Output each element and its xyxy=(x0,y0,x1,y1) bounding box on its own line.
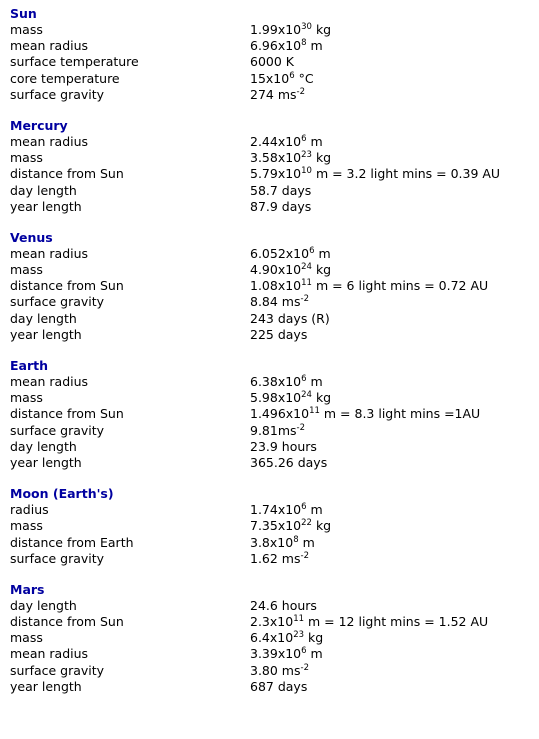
value-exponent: 6 xyxy=(301,502,307,513)
property-label: surface temperature xyxy=(10,54,139,70)
property-row xyxy=(0,87,539,103)
property-row xyxy=(0,183,539,199)
value-text: kg xyxy=(311,518,332,534)
value-text: 15x10 xyxy=(250,70,290,86)
value-exponent: 6 xyxy=(301,646,307,657)
property-value xyxy=(250,502,323,518)
value-text: m = 6 light mins = 0.72 AU xyxy=(311,278,489,294)
value-text: kg xyxy=(311,262,332,278)
property-value xyxy=(250,199,311,215)
property-row xyxy=(0,38,539,54)
value-exponent: 23 xyxy=(301,150,312,161)
property-value xyxy=(250,518,331,534)
value-text: 6.4x10 xyxy=(250,630,294,646)
property-label: surface gravity xyxy=(10,550,105,566)
value-exponent: -2 xyxy=(300,294,309,305)
value-text: 274 ms xyxy=(250,86,297,102)
value-exponent: -2 xyxy=(300,662,309,673)
property-value xyxy=(250,327,307,343)
property-value xyxy=(250,294,309,310)
value-text: kg xyxy=(304,630,324,646)
body-section xyxy=(0,357,539,471)
body-section xyxy=(0,485,539,567)
value-exponent: 8 xyxy=(301,38,307,49)
value-text: 3.39x10 xyxy=(250,646,302,662)
value-exponent: 24 xyxy=(301,262,312,273)
value-exponent: 6 xyxy=(301,133,307,144)
property-label: day length xyxy=(10,597,77,613)
value-text: 365.26 days xyxy=(250,454,328,470)
property-row xyxy=(0,246,539,262)
property-value xyxy=(250,679,307,695)
property-label: mass xyxy=(10,630,43,646)
value-text: 6.96x10 xyxy=(250,38,302,54)
body-section xyxy=(0,117,539,215)
property-label: year length xyxy=(10,326,82,342)
value-text: 1.62 ms xyxy=(250,550,301,566)
property-label: mass xyxy=(10,22,43,37)
value-text: m xyxy=(306,133,323,149)
property-value xyxy=(250,535,315,551)
value-exponent: -2 xyxy=(296,422,306,433)
body-section xyxy=(0,581,539,695)
value-text: 23.9 hours xyxy=(250,438,317,454)
property-value xyxy=(250,390,331,406)
property-label: surface gravity xyxy=(10,422,105,438)
value-exponent: 10 xyxy=(301,166,312,177)
value-text: 243 days (R) xyxy=(250,310,330,326)
property-label: distance from Sun xyxy=(10,278,124,294)
property-row xyxy=(0,166,539,182)
property-value xyxy=(250,54,294,70)
value-exponent: 6 xyxy=(309,245,315,256)
body-section xyxy=(0,229,539,343)
property-value xyxy=(250,71,314,87)
property-label: surface gravity xyxy=(10,662,105,678)
property-row xyxy=(0,663,539,679)
property-row xyxy=(0,278,539,294)
property-row xyxy=(0,374,539,390)
value-text: kg xyxy=(311,150,332,166)
value-exponent: 6 xyxy=(289,70,295,81)
property-value xyxy=(250,311,330,327)
section-title: Mercury xyxy=(10,117,68,133)
property-row xyxy=(0,646,539,662)
property-value xyxy=(250,663,309,679)
property-label: distance from Earth xyxy=(10,534,134,550)
value-text: 4.90x10 xyxy=(250,262,302,278)
property-value xyxy=(250,150,331,166)
value-text: m xyxy=(314,245,331,261)
value-exponent: 24 xyxy=(301,390,312,401)
section-title: Moon (Earth's) xyxy=(10,486,114,502)
section-title: Sun xyxy=(10,6,37,21)
section-title: Earth xyxy=(10,358,49,373)
property-label: year length xyxy=(10,678,82,694)
property-label: core temperature xyxy=(10,70,120,86)
property-label: mass xyxy=(10,518,43,534)
value-text: 2.3x10 xyxy=(250,614,294,630)
value-text: 3.58x10 xyxy=(250,150,302,166)
value-text: 687 days xyxy=(250,678,308,694)
property-label: mass xyxy=(10,150,43,166)
property-row xyxy=(0,423,539,439)
value-text: kg xyxy=(311,22,332,37)
value-text: 6000 K xyxy=(250,54,294,70)
value-text: 6.052x10 xyxy=(250,245,310,261)
property-row xyxy=(0,679,539,695)
value-exponent: -2 xyxy=(296,86,306,97)
value-exponent: 6 xyxy=(301,374,307,384)
value-exponent: 8 xyxy=(293,534,299,545)
property-row xyxy=(0,390,539,406)
property-row xyxy=(0,439,539,455)
value-text: m = 8.3 light mins =1AU xyxy=(319,406,481,422)
body-section xyxy=(0,5,539,103)
property-row xyxy=(0,406,539,422)
value-text: 6.38x10 xyxy=(250,374,302,389)
value-exponent: -2 xyxy=(300,550,309,561)
property-row xyxy=(0,150,539,166)
value-text: m xyxy=(306,374,323,389)
property-row xyxy=(0,614,539,630)
property-label: mean radius xyxy=(10,133,89,149)
property-label: distance from Sun xyxy=(10,406,124,422)
value-text: 5.79x10 xyxy=(250,166,302,182)
property-value xyxy=(250,278,488,294)
property-label: surface gravity xyxy=(10,294,105,310)
value-exponent: 11 xyxy=(293,614,305,625)
property-value xyxy=(250,374,323,390)
property-row xyxy=(0,518,539,534)
property-value xyxy=(250,87,305,103)
property-value xyxy=(250,246,331,262)
property-row xyxy=(0,262,539,278)
property-label: mass xyxy=(10,262,43,278)
property-value xyxy=(250,38,323,54)
property-row xyxy=(0,294,539,310)
section-title: Venus xyxy=(10,229,53,245)
property-row xyxy=(0,502,539,518)
value-text: 24.6 hours xyxy=(250,597,317,613)
property-label: radius xyxy=(10,502,49,518)
property-label: day length xyxy=(10,182,77,198)
value-exponent: 23 xyxy=(293,630,305,641)
value-text: m xyxy=(306,502,323,518)
value-text: 3.8x10 xyxy=(250,534,294,550)
property-label: mean radius xyxy=(10,374,89,389)
property-row xyxy=(0,134,539,150)
property-row xyxy=(0,535,539,551)
value-text: m xyxy=(298,534,315,550)
value-text: m = 3.2 light mins = 0.39 AU xyxy=(311,166,501,182)
property-value xyxy=(250,614,488,630)
property-row xyxy=(0,455,539,471)
value-text: °C xyxy=(294,70,314,86)
property-row xyxy=(0,22,539,38)
value-text: m xyxy=(306,38,323,54)
property-label: mean radius xyxy=(10,38,89,54)
value-text: 1.08x10 xyxy=(250,278,302,294)
property-value xyxy=(250,646,323,662)
value-text: 225 days xyxy=(250,326,308,342)
property-label: surface gravity xyxy=(10,86,105,102)
value-text: 5.98x10 xyxy=(250,390,302,406)
value-text: 9.81ms xyxy=(250,422,297,438)
property-label: mass xyxy=(10,390,43,406)
value-text: 1.74x10 xyxy=(250,502,302,518)
property-value xyxy=(250,134,323,150)
property-value xyxy=(250,598,317,614)
property-value xyxy=(250,423,305,439)
value-text: 87.9 days xyxy=(250,198,312,214)
value-text: 8.84 ms xyxy=(250,294,301,310)
property-row xyxy=(0,311,539,327)
property-value xyxy=(250,22,331,38)
property-label: day length xyxy=(10,310,77,326)
property-value xyxy=(250,166,500,182)
value-text: 2.44x10 xyxy=(250,133,302,149)
property-row xyxy=(0,71,539,87)
value-exponent: 11 xyxy=(301,278,312,289)
property-value xyxy=(250,630,323,646)
property-row xyxy=(0,199,539,215)
value-text: 58.7 days xyxy=(250,182,312,198)
property-value xyxy=(250,551,309,567)
property-label: distance from Sun xyxy=(10,614,124,630)
property-value xyxy=(250,262,331,278)
section-title: Mars xyxy=(10,581,45,597)
value-text: 3.80 ms xyxy=(250,662,301,678)
property-value xyxy=(250,406,480,422)
value-exponent: 11 xyxy=(309,406,320,417)
value-text: m xyxy=(306,646,323,662)
property-label: year length xyxy=(10,454,82,470)
property-label: distance from Sun xyxy=(10,166,124,182)
value-exponent: 22 xyxy=(301,518,312,529)
value-exponent: 30 xyxy=(301,22,312,32)
value-text: kg xyxy=(311,390,332,406)
value-text: 7.35x10 xyxy=(250,518,302,534)
property-row xyxy=(0,630,539,646)
property-value xyxy=(250,455,327,471)
property-row xyxy=(0,598,539,614)
value-text: m = 12 light mins = 1.52 AU xyxy=(304,614,489,630)
property-label: year length xyxy=(10,198,82,214)
property-row xyxy=(0,551,539,567)
property-label: day length xyxy=(10,438,77,454)
property-value xyxy=(250,183,311,199)
value-text: 1.99x10 xyxy=(250,22,302,37)
property-row xyxy=(0,327,539,343)
property-row xyxy=(0,54,539,70)
property-label: mean radius xyxy=(10,245,89,261)
value-text: 1.496x10 xyxy=(250,406,310,422)
property-label: mean radius xyxy=(10,646,89,662)
property-value xyxy=(250,439,317,455)
